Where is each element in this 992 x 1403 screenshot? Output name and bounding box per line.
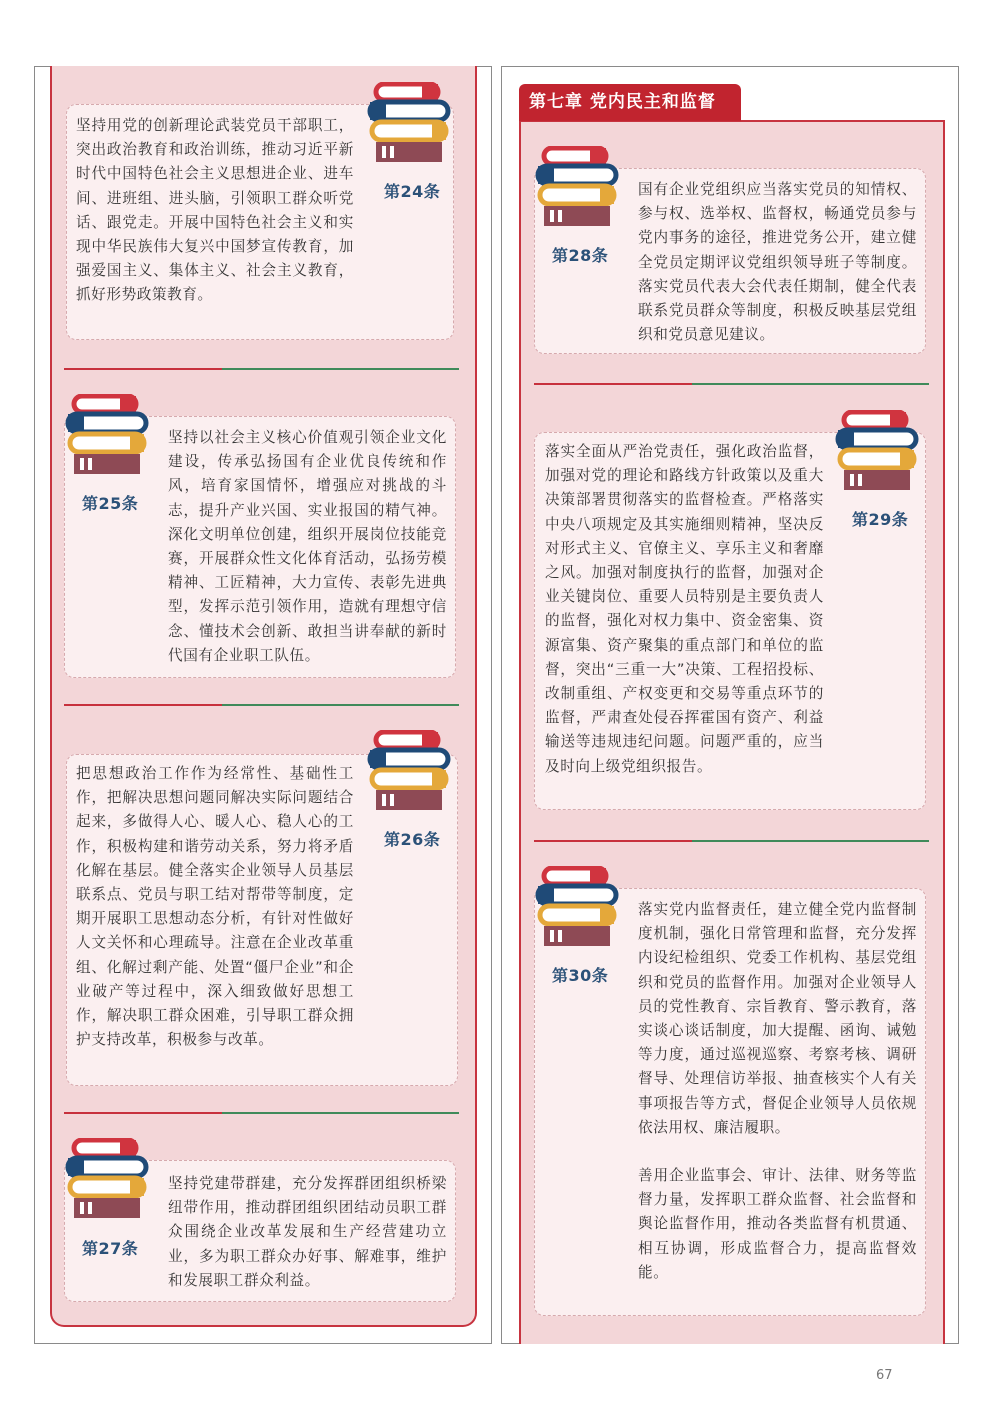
chapter-title: 第七章 党内民主和监督	[519, 84, 741, 121]
article-30-paragraph-1: 落实党内监督责任，建立健全党内监督制度机制，强化日常管理和监督，充分发挥内设纪检组织、党委工作机构、基层党组织和党员的监督作用。加强对企业领导人员的党性教育、宗旨教育、警示教育，落实谈心谈话制度，加大提醒、函询、诫勉等力度，通过巡视巡察、考察考核、调研督导、处理信访举报、抽查核实个人有关事项报告等方式，督促企业领导人员依规依法用权、廉洁履职。	[638, 901, 917, 1136]
section-divider	[64, 1112, 459, 1114]
article-30-label: 第30条	[552, 966, 609, 985]
section-divider	[534, 383, 929, 385]
article-30-text	[638, 898, 917, 1285]
stacked-books-icon	[834, 410, 926, 494]
section-divider	[64, 368, 459, 370]
article-27-label: 第27条	[82, 1239, 139, 1258]
article-26-text: 把思想政治工作作为经常性、基础性工作，把解决思想问题同解决实际问题结合起来，多做得人心、暖人心、稳人心的工作，积极构建和谐劳动关系，努力将矛盾化解在基层。健全落实企业领导人员基层联系点、党员与职工结对帮带等制度，定期开展职工思想动态分析，有针对性做好人文关怀和心理疏导。注意在企业改革重组、化解过剩产能、处置“僵尸企业”和企业破产等过程中，深入细致做好思想工作，解决职工群众困难，引导职工群众拥护支持改革，积极参与改革。	[76, 765, 354, 1049]
article-24-text: 坚持用党的创新理论武装党员干部职工，突出政治教育和政治训练，推动习近平新时代中国特色社会主义思想进企业、进车间、进班组、进头脑，引领职工群众听党话、跟党走。开展中国特色社会主义和实现中华民族伟大复兴中国梦宣传教育，加强爱国主义、集体主义、社会主义教育，抓好形势政策教育。	[76, 117, 354, 304]
section-divider	[534, 840, 929, 842]
section-divider	[64, 704, 459, 706]
article-26-label: 第26条	[384, 830, 441, 849]
stacked-books-icon	[366, 730, 458, 814]
page-number: 67	[876, 1368, 893, 1383]
article-29-label: 第29条	[852, 510, 909, 529]
stacked-books-icon	[64, 1138, 156, 1222]
article-25-label: 第25条	[82, 494, 139, 513]
stacked-books-icon	[534, 866, 626, 950]
stacked-books-icon	[366, 82, 458, 166]
stacked-books-icon	[534, 146, 626, 230]
article-25-text: 坚持以社会主义核心价值观引领企业文化建设，传承弘扬国有企业优良传统和作风，培育家国情怀，增强应对挑战的斗志，提升产业兴国、实业报国的精气神。深化文明单位创建，组织开展岗位技能竞赛，开展群众性文化体育活动，弘扬劳模精神、工匠精神，大力宣传、表彰先进典型，发挥示范引领作用，造就有理想守信念、懂技术会创新、敢担当讲奉献的新时代国有企业职工队伍。	[168, 429, 447, 664]
article-28-label: 第28条	[552, 246, 609, 265]
article-27-text: 坚持党建带群建，充分发挥群团组织桥梁纽带作用，推动群团组织团结动员职工群众围绕企业改革发展和生产经营建功立业，多为职工群众办好事、解难事，维护和发展职工群众利益。	[168, 1175, 447, 1289]
article-24-label: 第24条	[384, 182, 441, 201]
article-29-text: 落实全面从严治党责任，强化政治监督，加强对党的理论和路线方针政策以及重大决策部署贯彻落实的监督检查。严格落实中央八项规定及其实施细则精神，坚决反对形式主义、官僚主义、享乐主义和奢靡之风。加强对制度执行的监督，加强对企业关键岗位、重要人员特别是主要负责人的监督，强化对权力集中、资金密集、资源富集、资产聚集的重点部门和单位的监督，突出“三重一大”决策、工程招投标、改制重组、产权变更和交易等重点环节的监督，严肃查处侵吞挥霍国有资产、利益输送等违规违纪问题。问题严重的，应当及时向上级党组织报告。	[545, 443, 824, 775]
article-30-paragraph-2: 善用企业监事会、审计、法律、财务等监督力量，发挥职工群众监督、社会监督和舆论监督作用，推动各类监督有机贯通、相互协调，形成监督合力，提高监督效能。	[638, 1167, 917, 1281]
stacked-books-icon	[64, 394, 156, 478]
article-28-text: 国有企业党组织应当落实党员的知情权、参与权、选举权、监督权，畅通党员参与党内事务的途径，推进党务公开，建立健全党员定期评议党组织领导班子等制度。落实党员代表大会代表任期制，健全代表联系党员群众等制度，积极反映基层党组织和党员意见建议。	[638, 181, 917, 344]
